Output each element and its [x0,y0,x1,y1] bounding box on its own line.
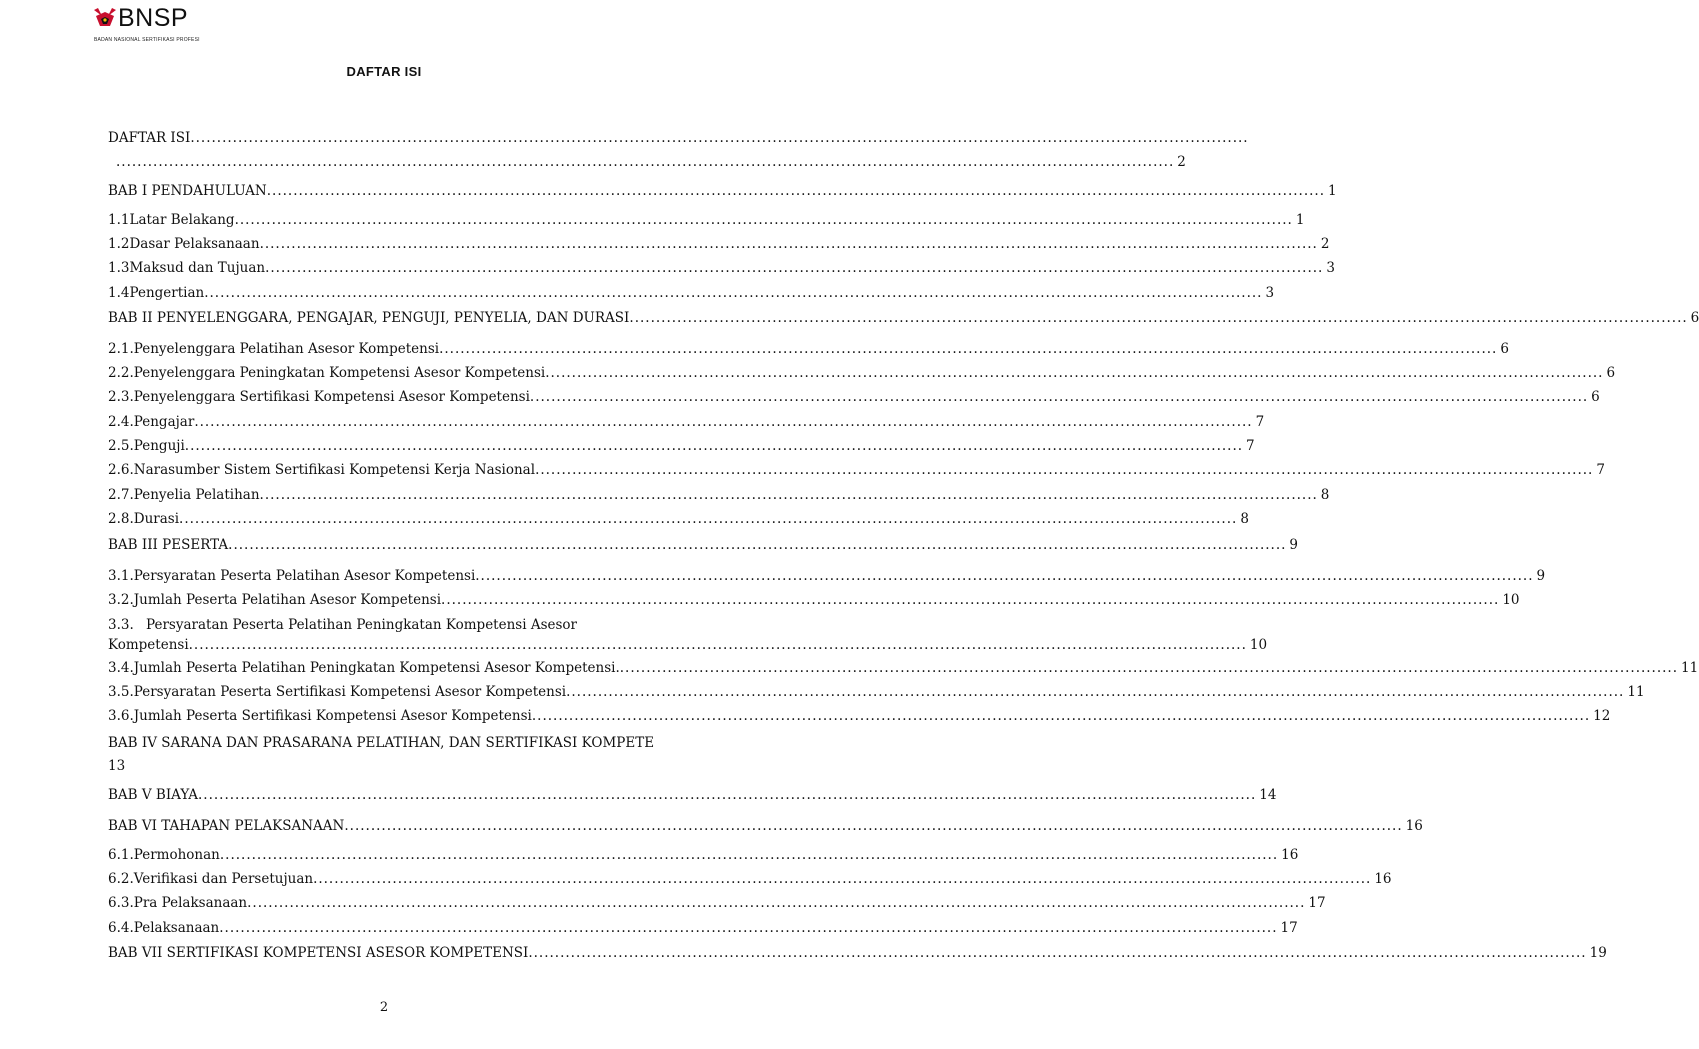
toc-entry-label: Durasi [133,511,180,527]
toc-entry-number: 6.4. [108,920,134,936]
toc-entry-label: BAB VI TAHAPAN PELAKSANAAN [108,818,345,834]
dot-leader: ........................................................................................................................................................................................................ [441,592,1500,608]
toc-entry-page: 6 [1690,310,1699,326]
toc-entry-number: 6.3. [108,895,134,911]
toc-entry[interactable] [108,152,1186,172]
toc-entry-number: 1.3 [108,260,130,276]
dot-leader: ........................................................................................................................................................................................................ [344,818,1403,834]
toc-entry-number: 1.2 [108,236,130,252]
toc-entry[interactable] [108,615,713,635]
toc-entry[interactable] [108,436,1255,456]
dot-leader: ........................................................................................................................................................................................................ [528,945,1587,961]
toc-entry[interactable] [108,682,1645,702]
toc-entry-label: Jumlah Peserta Pelatihan Asesor Kompetensi [133,592,442,608]
toc-entry-number: 1.1 [108,212,130,228]
toc-entry-page: 1 [1295,212,1305,228]
toc-entry-number: 3.4. [108,660,134,676]
toc-entry-label: Pelaksanaan [133,920,220,936]
toc-entry[interactable] [108,308,1699,328]
toc-entry-page: 6 [1591,389,1600,405]
toc-entry-label: BAB II PENYELENGGARA, PENGAJAR, PENGUJI, PENYELIA, DAN DURASI [108,310,630,326]
toc-entry-page: 16 [1281,847,1299,863]
dot-leader: ........................................................................................................................................................................................................ [219,847,1279,863]
dot-leader: ........................................................................................................................................................................................................ [184,438,1244,454]
toc-entry-page: 10 [1249,637,1268,653]
dot-leader: ........................................................................................................................................................................................................ [265,260,1324,276]
toc-entry[interactable] [108,234,1330,254]
toc-entry-page: 19 [1589,945,1607,961]
toc-entry-page: 1 [1328,183,1337,199]
toc-entry-number: 2.5. [108,438,134,454]
toc-entry-label: Maksud dan Tujuan [129,260,266,276]
toc-entry-page: 6 [1606,365,1616,381]
toc-entry[interactable] [108,412,1265,432]
dot-leader: ........................................................................................................................................................................................................ [247,895,1306,911]
logo-text: BNSP [118,4,189,32]
toc-entry-page: 12 [1593,708,1611,724]
toc-entry-number: 2.8. [108,511,134,527]
toc-entry-page: 8 [1240,511,1249,527]
toc-entry-page: 14 [1259,787,1277,803]
toc-entry-label: Latar Belakang [129,212,235,228]
dot-leader: ........................................................................................................................................................................................................ [439,341,1498,357]
toc-entry-label: Penyelenggara Peningkatan Kompetensi Asesor Kompetensi [133,365,546,381]
dot-leader: ........................................................................................................................................................................................................ [259,487,1318,503]
toc-entry[interactable] [108,258,1335,278]
toc-entry-label: Penyelenggara Pelatihan Asesor Kompetensi [133,341,440,357]
toc-entry-number: 3.6. [108,708,134,724]
toc-entry-label: Penyelenggara Sertifikasi Kompetensi Asesor Kompetensi [133,389,530,405]
toc-entry[interactable] [108,210,1305,230]
toc-entry-page: 9 [1289,537,1299,553]
toc-entry-page: 3 [1265,285,1275,301]
toc-entry-number: 3.1. [108,568,134,584]
dot-leader: ........................................................................................................................................................................................................ [313,871,1372,887]
toc-entry-number: 6.2. [108,871,134,887]
dot-leader: ........................................................................................................................................................................................................ [535,462,1594,478]
dot-leader: ........................................................................................................................................................................................................ [198,787,1257,803]
toc-entry[interactable] [108,181,1337,201]
dot-leader: ........................................................................................................................................................................................................ [529,389,1589,405]
toc-entry[interactable] [108,869,1392,889]
toc-entry-number: 2.1. [108,341,134,357]
dot-leader: ........................................................................................................................................................................................................ [219,920,1278,936]
toc-entry[interactable] [108,509,1249,529]
toc-entry[interactable] [108,590,1520,610]
toc-entry[interactable] [108,363,1616,383]
dot-leader: ........................................................................................................................................................................................................ [629,310,1688,326]
toc-entry[interactable] [108,733,713,753]
toc-entry-page: 11 [1627,684,1645,700]
toc-entry-page: 17 [1280,920,1298,936]
toc-entry[interactable] [108,845,1299,865]
dot-leader: ........................................................................................................................................................................................................ [545,365,1604,381]
toc-entry-label: BAB V BIAYA [108,787,198,803]
toc-entry-label: Kompetensi [108,637,189,653]
toc-entry-label: Jumlah Peserta Sertifikasi Kompetensi Asesor Kompetensi [133,708,532,724]
dot-leader: ........................................................................................................................................................................................................ [194,414,1253,430]
toc-entry-page: 10 [1502,592,1520,608]
toc-entry-label: Persyaratan Peserta Pelatihan Asesor Kompetensi [133,568,476,584]
toc-entry-page: 16 [1405,818,1423,834]
dot-leader: ........................................................................................................................................................................................................ [204,285,1263,301]
toc-entry-number: 2.7. [108,487,134,503]
toc-entry-page: 2 [1177,154,1186,170]
toc-entry[interactable] [108,706,1611,726]
toc-entry-label: BAB VII SERTIFIKASI KOMPETENSI ASESOR KOMPETENSI [108,945,529,961]
dot-leader: ........................................................................................................................................................................................................ [116,154,1175,170]
toc-entry-page: 9 [1536,568,1546,584]
toc-entry[interactable] [108,943,1607,963]
toc-entry-label: BAB III PESERTA [108,537,229,553]
toc-entry[interactable] [108,756,713,776]
toc-entry-label: Permohonan [133,847,220,863]
toc-entry-page: 16 [1374,871,1392,887]
toc-entry-number: 3.2. [108,592,134,608]
toc-entry[interactable] [108,566,1546,586]
toc-entry-number: 2.2. [108,365,134,381]
toc-entry[interactable] [108,816,1423,836]
toc-entry-page: 8 [1320,487,1330,503]
toc-entry-page: 7 [1596,462,1605,478]
toc-entry[interactable] [108,339,1509,359]
toc-entry-page: 7 [1246,438,1255,454]
toc-entry-page: 3 [1326,260,1335,276]
toc-entry[interactable] [108,460,1605,480]
toc-entry-label: Penguji [133,438,185,454]
toc-entry-label: Narasumber Sistem Sertifikasi Kompetensi Kerja Nasional [133,462,536,478]
toc-entry-label: Pengajar [133,414,195,430]
toc-entry[interactable] [108,128,1249,148]
toc-entry-number: 6.1. [108,847,134,863]
dot-leader: ........................................................................................................................................................................................................ [266,183,1325,199]
bnsp-logo [92,6,222,42]
toc-entry-label: Penyelia Pelatihan [133,487,260,503]
toc-entry-label: Pengertian [129,285,205,301]
dot-leader: ........................................................................................................................................................................................................ [234,212,1293,228]
toc-entry-page: 17 [1308,895,1326,911]
toc-entry-label: BAB IV SARANA DAN PRASARANA PELATIHAN, DAN SERTIFIKASI KOMPETE [108,735,655,751]
toc-entry-number: 3.5. [108,684,134,700]
logo-subtitle: BADAN NASIONAL SERTIFIKASI PROFESI [94,37,200,43]
page-title: DAFTAR ISI [346,64,422,79]
bnsp-emblem-icon [92,6,118,32]
dot-leader: ........................................................................................................................................................................................................ [619,660,1679,676]
dot-leader: ........................................................................................................................................................................................................ [566,684,1625,700]
toc-entry-label: Dasar Pelaksanaan [129,236,260,252]
toc-entry-number: 3.3. [108,617,134,633]
dot-leader: ........................................................................................................................................................................................................ [179,511,1238,527]
toc-entry-label: Jumlah Peserta Pelatihan Peningkatan Kompetensi Asesor Kompetensi. [133,660,620,676]
toc-entry[interactable] [108,893,1326,913]
toc-entry[interactable] [108,918,1298,938]
page-number: 2 [379,1000,389,1015]
toc-entry-label: Persyaratan Peserta Sertifikasi Kompetensi Asesor Kompetensi [133,684,567,700]
toc-entry-label: DAFTAR ISI [108,130,191,146]
dot-leader: ........................................................................................................................................................................................................ [475,568,1534,584]
toc-entry[interactable] [108,283,1275,303]
toc-entry-label: Pra Pelaksanaan [133,895,248,911]
dot-leader: ........................................................................................................................................................................................................ [228,537,1287,553]
dot-leader: ........................................................................................................................................................................................................ [188,637,1247,653]
toc-entry-number: 2.3. [108,389,134,405]
toc-entry-number: 1.4 [108,285,130,301]
toc-entry[interactable] [108,658,1699,678]
toc-entry-number: 2.6. [108,462,134,478]
toc-entry[interactable] [108,535,1299,555]
toc-entry[interactable] [108,635,1268,655]
toc-entry-page: 11 [1681,660,1699,676]
toc-entry[interactable] [108,387,1600,407]
toc-entry-page: 2 [1320,236,1330,252]
toc-entry[interactable] [108,485,1330,505]
toc-entry-page: 7 [1255,414,1265,430]
dot-leader: ........................................................................................................................................................................................................ [259,236,1318,252]
toc-entry[interactable] [108,785,1277,805]
toc-entry-label: Verifikasi dan Persetujuan [133,871,314,887]
toc-entry-page: 6 [1500,341,1509,357]
toc-entry-label: BAB I PENDAHULUAN [108,183,267,199]
toc-entry-label: 13 [108,758,126,774]
dot-leader: ........................................................................................................................................................................................................ [190,130,1249,146]
dot-leader: ........................................................................................................................................................................................................ [531,708,1591,724]
toc-entry-number: 2.4. [108,414,134,430]
toc-entry-label: Persyaratan Peserta Pelatihan Peningkatan Kompetensi Asesor [146,617,577,633]
